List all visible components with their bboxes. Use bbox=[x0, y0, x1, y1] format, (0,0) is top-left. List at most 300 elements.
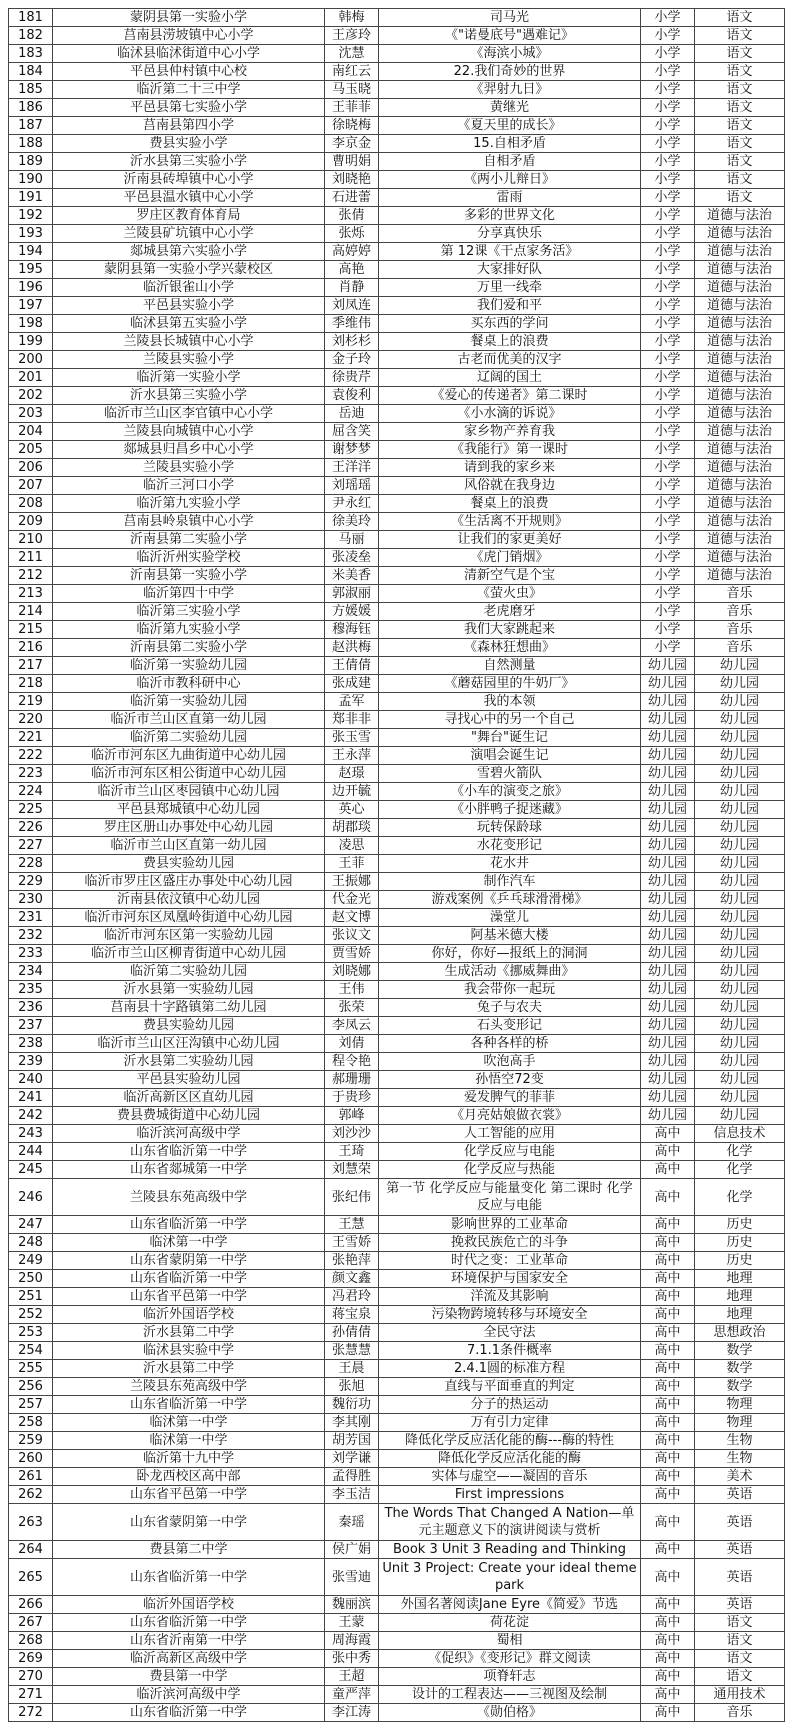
school-level-cell: 高中 bbox=[641, 1306, 695, 1324]
school-cell: 兰陵县实验小学 bbox=[53, 459, 325, 477]
school-level-cell: 幼儿园 bbox=[641, 999, 695, 1017]
teacher-name-cell: 张成建 bbox=[325, 675, 379, 693]
subject-cell: 英语 bbox=[695, 1596, 785, 1614]
row-number-cell: 231 bbox=[9, 909, 53, 927]
subject-cell: 道德与法治 bbox=[695, 513, 785, 531]
row-number-cell: 262 bbox=[9, 1486, 53, 1504]
school-level-cell: 小学 bbox=[641, 171, 695, 189]
school-cell: 费县实验小学 bbox=[53, 135, 325, 153]
teacher-name-cell: 马丽 bbox=[325, 531, 379, 549]
school-cell: 费县实验幼儿园 bbox=[53, 855, 325, 873]
school-cell: 沂南县第二实验小学 bbox=[53, 531, 325, 549]
teacher-name-cell: 刘慧荣 bbox=[325, 1161, 379, 1179]
table-body bbox=[9, 9, 785, 1722]
row-number-cell: 238 bbox=[9, 1035, 53, 1053]
lesson-topic-cell: 多彩的世界文化 bbox=[379, 207, 641, 225]
school-cell: 临沭第一中学 bbox=[53, 1432, 325, 1450]
teacher-name-cell: 李京金 bbox=[325, 135, 379, 153]
lesson-topic-cell: 《羿射九日》 bbox=[379, 81, 641, 99]
table-row bbox=[9, 81, 785, 99]
teacher-name-cell: 胡郡琰 bbox=[325, 819, 379, 837]
school-level-cell: 幼儿园 bbox=[641, 1089, 695, 1107]
table-row bbox=[9, 1378, 785, 1396]
table-row bbox=[9, 801, 785, 819]
subject-cell: 道德与法治 bbox=[695, 495, 785, 513]
lesson-topic-cell: 制作汽车 bbox=[379, 873, 641, 891]
school-cell: 临沂第二实验幼儿园 bbox=[53, 963, 325, 981]
lesson-topic-cell: 洋流及其影响 bbox=[379, 1288, 641, 1306]
lesson-topic-cell: 人工智能的应用 bbox=[379, 1125, 641, 1143]
row-number-cell: 184 bbox=[9, 63, 53, 81]
school-cell: 沂水县第二中学 bbox=[53, 1324, 325, 1342]
row-number-cell: 197 bbox=[9, 297, 53, 315]
subject-cell: 语文 bbox=[695, 45, 785, 63]
teacher-name-cell: 郑非非 bbox=[325, 711, 379, 729]
teacher-name-cell: 赵文博 bbox=[325, 909, 379, 927]
teacher-name-cell: 李凤云 bbox=[325, 1017, 379, 1035]
lesson-topic-cell: First impressions bbox=[379, 1486, 641, 1504]
school-level-cell: 小学 bbox=[641, 81, 695, 99]
table-row bbox=[9, 1161, 785, 1179]
school-level-cell: 小学 bbox=[641, 225, 695, 243]
lesson-topic-cell: 第 12课《干点家务活》 bbox=[379, 243, 641, 261]
subject-cell: 历史 bbox=[695, 1234, 785, 1252]
subject-cell: 生物 bbox=[695, 1432, 785, 1450]
school-level-cell: 高中 bbox=[641, 1252, 695, 1270]
school-cell: 临沂市兰山区柳青街道中心幼儿园 bbox=[53, 945, 325, 963]
table-row bbox=[9, 441, 785, 459]
teacher-name-cell: 刘学谦 bbox=[325, 1450, 379, 1468]
teacher-name-cell: 张议文 bbox=[325, 927, 379, 945]
lesson-topic-cell: 餐桌上的浪费 bbox=[379, 333, 641, 351]
row-number-cell: 227 bbox=[9, 837, 53, 855]
school-cell: 山东省沂南第一中学 bbox=[53, 1632, 325, 1650]
subject-cell: 语文 bbox=[695, 135, 785, 153]
row-number-cell: 215 bbox=[9, 621, 53, 639]
row-number-cell: 257 bbox=[9, 1396, 53, 1414]
subject-cell: 幼儿园 bbox=[695, 765, 785, 783]
school-cell: 罗庄区教育体育局 bbox=[53, 207, 325, 225]
row-number-cell: 206 bbox=[9, 459, 53, 477]
school-cell: 沂南县砖埠镇中心小学 bbox=[53, 171, 325, 189]
school-cell: 临沂市河东区第一实验幼儿园 bbox=[53, 927, 325, 945]
teacher-name-cell: 王菲 bbox=[325, 855, 379, 873]
school-level-cell: 幼儿园 bbox=[641, 1053, 695, 1071]
row-number-cell: 267 bbox=[9, 1614, 53, 1632]
school-cell: 山东省临沂第一中学 bbox=[53, 1270, 325, 1288]
row-number-cell: 191 bbox=[9, 189, 53, 207]
subject-cell: 幼儿园 bbox=[695, 909, 785, 927]
school-level-cell: 高中 bbox=[641, 1396, 695, 1414]
lesson-topic-cell: "舞台"诞生记 bbox=[379, 729, 641, 747]
teacher-name-cell: 周海霞 bbox=[325, 1632, 379, 1650]
lesson-topic-cell: 我们爱和平 bbox=[379, 297, 641, 315]
school-level-cell: 高中 bbox=[641, 1270, 695, 1288]
lesson-topic-cell: 孙悟空72变 bbox=[379, 1071, 641, 1089]
school-level-cell: 高中 bbox=[641, 1125, 695, 1143]
subject-cell: 物理 bbox=[695, 1414, 785, 1432]
table-row bbox=[9, 1650, 785, 1668]
school-cell: 费县费城街道中心幼儿园 bbox=[53, 1107, 325, 1125]
school-cell: 临沂第一实验幼儿园 bbox=[53, 657, 325, 675]
row-number-cell: 219 bbox=[9, 693, 53, 711]
table-row bbox=[9, 873, 785, 891]
school-cell: 郯城县第六实验小学 bbox=[53, 243, 325, 261]
subject-cell: 幼儿园 bbox=[695, 891, 785, 909]
subject-cell: 幼儿园 bbox=[695, 783, 785, 801]
school-level-cell: 高中 bbox=[641, 1686, 695, 1704]
school-level-cell: 幼儿园 bbox=[641, 1035, 695, 1053]
lesson-topic-cell: 降低化学反应活化能的酶---酶的特性 bbox=[379, 1432, 641, 1450]
school-cell: 山东省蒙阴第一中学 bbox=[53, 1504, 325, 1541]
teacher-name-cell: 颜文鑫 bbox=[325, 1270, 379, 1288]
table-row bbox=[9, 1450, 785, 1468]
school-level-cell: 小学 bbox=[641, 63, 695, 81]
lesson-topic-cell: 直线与平面垂直的判定 bbox=[379, 1378, 641, 1396]
school-cell: 临沭第一中学 bbox=[53, 1414, 325, 1432]
school-cell: 临沂市兰山区直第一幼儿园 bbox=[53, 711, 325, 729]
school-level-cell: 小学 bbox=[641, 99, 695, 117]
subject-cell: 幼儿园 bbox=[695, 999, 785, 1017]
table-row bbox=[9, 1053, 785, 1071]
school-level-cell: 高中 bbox=[641, 1432, 695, 1450]
lesson-topic-cell: 《小水滴的诉说》 bbox=[379, 405, 641, 423]
school-level-cell: 小学 bbox=[641, 27, 695, 45]
teacher-name-cell: 赵璟 bbox=[325, 765, 379, 783]
table-row bbox=[9, 1017, 785, 1035]
table-row bbox=[9, 495, 785, 513]
subject-cell: 道德与法治 bbox=[695, 441, 785, 459]
school-level-cell: 小学 bbox=[641, 243, 695, 261]
teacher-name-cell: 徐晓梅 bbox=[325, 117, 379, 135]
table-row bbox=[9, 1632, 785, 1650]
school-level-cell: 小学 bbox=[641, 333, 695, 351]
subject-cell: 化学 bbox=[695, 1179, 785, 1216]
table-row bbox=[9, 711, 785, 729]
school-cell: 平邑县第七实验小学 bbox=[53, 99, 325, 117]
lesson-topic-cell: 家乡物产养育我 bbox=[379, 423, 641, 441]
school-cell: 平邑县实验小学 bbox=[53, 297, 325, 315]
school-cell: 蒙阴县第一实验小学兴蒙校区 bbox=[53, 261, 325, 279]
row-number-cell: 211 bbox=[9, 549, 53, 567]
school-cell: 临沂市罗庄区盛庄办事处中心幼儿园 bbox=[53, 873, 325, 891]
lesson-topic-cell: 全民守法 bbox=[379, 1324, 641, 1342]
teacher-name-cell: 张艳萍 bbox=[325, 1252, 379, 1270]
teacher-name-cell: 刘晓艳 bbox=[325, 171, 379, 189]
table-row bbox=[9, 63, 785, 81]
school-level-cell: 幼儿园 bbox=[641, 873, 695, 891]
lesson-topic-cell: 我会带你一起玩 bbox=[379, 981, 641, 999]
row-number-cell: 258 bbox=[9, 1414, 53, 1432]
lesson-topic-cell: 《夏天里的成长》 bbox=[379, 117, 641, 135]
table-row bbox=[9, 729, 785, 747]
row-number-cell: 254 bbox=[9, 1342, 53, 1360]
row-number-cell: 242 bbox=[9, 1107, 53, 1125]
subject-cell: 化学 bbox=[695, 1143, 785, 1161]
table-row bbox=[9, 243, 785, 261]
school-cell: 费县实验幼儿园 bbox=[53, 1017, 325, 1035]
school-level-cell: 小学 bbox=[641, 387, 695, 405]
teacher-name-cell: 孙倩倩 bbox=[325, 1324, 379, 1342]
teacher-name-cell: 郝珊珊 bbox=[325, 1071, 379, 1089]
row-number-cell: 225 bbox=[9, 801, 53, 819]
table-row bbox=[9, 45, 785, 63]
teacher-name-cell: 张雪迪 bbox=[325, 1559, 379, 1596]
school-level-cell: 小学 bbox=[641, 531, 695, 549]
table-row bbox=[9, 1179, 785, 1216]
school-level-cell: 小学 bbox=[641, 459, 695, 477]
table-row bbox=[9, 1306, 785, 1324]
teacher-name-cell: 张荣 bbox=[325, 999, 379, 1017]
table-row bbox=[9, 99, 785, 117]
school-level-cell: 高中 bbox=[641, 1216, 695, 1234]
school-cell: 山东省临沂第一中学 bbox=[53, 1614, 325, 1632]
subject-cell: 幼儿园 bbox=[695, 1017, 785, 1035]
table-row bbox=[9, 333, 785, 351]
school-cell: 山东省平邑第一中学 bbox=[53, 1288, 325, 1306]
row-number-cell: 255 bbox=[9, 1360, 53, 1378]
school-cell: 临沭第一中学 bbox=[53, 1234, 325, 1252]
table-row bbox=[9, 1342, 785, 1360]
lesson-topic-cell: 吹泡高手 bbox=[379, 1053, 641, 1071]
lesson-topic-cell: 《小车的演变之旅》 bbox=[379, 783, 641, 801]
teacher-name-cell: 刘晓娜 bbox=[325, 963, 379, 981]
lesson-topic-cell: 古老而优美的汉字 bbox=[379, 351, 641, 369]
lesson-topic-cell: Book 3 Unit 3 Reading and Thinking bbox=[379, 1541, 641, 1559]
school-level-cell: 高中 bbox=[641, 1650, 695, 1668]
school-level-cell: 幼儿园 bbox=[641, 729, 695, 747]
row-number-cell: 244 bbox=[9, 1143, 53, 1161]
row-number-cell: 270 bbox=[9, 1668, 53, 1686]
lesson-topic-cell: 分子的热运动 bbox=[379, 1396, 641, 1414]
row-number-cell: 188 bbox=[9, 135, 53, 153]
school-cell: 山东省蒙阴第一中学 bbox=[53, 1252, 325, 1270]
row-number-cell: 251 bbox=[9, 1288, 53, 1306]
teacher-name-cell: 刘沙沙 bbox=[325, 1125, 379, 1143]
school-level-cell: 小学 bbox=[641, 549, 695, 567]
subject-cell: 幼儿园 bbox=[695, 855, 785, 873]
lesson-topic-cell: 风俗就在我身边 bbox=[379, 477, 641, 495]
teacher-name-cell: 王晨 bbox=[325, 1360, 379, 1378]
school-cell: 山东省临沂第一中学 bbox=[53, 1396, 325, 1414]
row-number-cell: 221 bbox=[9, 729, 53, 747]
row-number-cell: 268 bbox=[9, 1632, 53, 1650]
school-level-cell: 高中 bbox=[641, 1288, 695, 1306]
school-level-cell: 高中 bbox=[641, 1541, 695, 1559]
lesson-topic-cell: 时代之变：工业革命 bbox=[379, 1252, 641, 1270]
row-number-cell: 217 bbox=[9, 657, 53, 675]
table-row bbox=[9, 621, 785, 639]
lesson-topic-cell: 分享真快乐 bbox=[379, 225, 641, 243]
lesson-topic-cell: 各种各样的桥 bbox=[379, 1035, 641, 1053]
subject-cell: 道德与法治 bbox=[695, 351, 785, 369]
school-level-cell: 小学 bbox=[641, 495, 695, 513]
teacher-name-cell: 英心 bbox=[325, 801, 379, 819]
school-level-cell: 幼儿园 bbox=[641, 1017, 695, 1035]
lesson-topic-cell: 《爱心的传递者》第二课时 bbox=[379, 387, 641, 405]
subject-cell: 语文 bbox=[695, 189, 785, 207]
school-level-cell: 高中 bbox=[641, 1632, 695, 1650]
school-cell: 临沂第九实验小学 bbox=[53, 495, 325, 513]
row-number-cell: 259 bbox=[9, 1432, 53, 1450]
row-number-cell: 229 bbox=[9, 873, 53, 891]
school-cell: 山东省临沂第一中学 bbox=[53, 1704, 325, 1722]
row-number-cell: 228 bbox=[9, 855, 53, 873]
school-cell: 兰陵县向城镇中心小学 bbox=[53, 423, 325, 441]
school-cell: 沂南县第二实验小学 bbox=[53, 639, 325, 657]
school-level-cell: 小学 bbox=[641, 369, 695, 387]
row-number-cell: 235 bbox=[9, 981, 53, 999]
lesson-topic-cell: 7.1.1条件概率 bbox=[379, 1342, 641, 1360]
table-row bbox=[9, 1704, 785, 1722]
school-cell: 沂水县第二中学 bbox=[53, 1360, 325, 1378]
teacher-name-cell: 侯广娟 bbox=[325, 1541, 379, 1559]
teacher-name-cell: 尹永红 bbox=[325, 495, 379, 513]
school-level-cell: 小学 bbox=[641, 477, 695, 495]
teacher-name-cell: 李玉洁 bbox=[325, 1486, 379, 1504]
lesson-topic-cell: 蜀相 bbox=[379, 1632, 641, 1650]
row-number-cell: 246 bbox=[9, 1179, 53, 1216]
teacher-name-cell: 贾雪娇 bbox=[325, 945, 379, 963]
table-row bbox=[9, 531, 785, 549]
lesson-topic-cell: 项脊轩志 bbox=[379, 1668, 641, 1686]
lesson-topic-cell: 环境保护与国家安全 bbox=[379, 1270, 641, 1288]
subject-cell: 英语 bbox=[695, 1559, 785, 1596]
row-number-cell: 196 bbox=[9, 279, 53, 297]
school-level-cell: 幼儿园 bbox=[641, 783, 695, 801]
subject-cell: 地理 bbox=[695, 1288, 785, 1306]
school-cell: 临沂第一实验小学 bbox=[53, 369, 325, 387]
teacher-name-cell: 王永萍 bbox=[325, 747, 379, 765]
table-row bbox=[9, 297, 785, 315]
teacher-name-cell: 金子玲 bbox=[325, 351, 379, 369]
table-row bbox=[9, 1035, 785, 1053]
table-row bbox=[9, 891, 785, 909]
lesson-topic-cell: 15.自相矛盾 bbox=[379, 135, 641, 153]
school-level-cell: 幼儿园 bbox=[641, 963, 695, 981]
row-number-cell: 271 bbox=[9, 1686, 53, 1704]
subject-cell: 道德与法治 bbox=[695, 567, 785, 585]
row-number-cell: 216 bbox=[9, 639, 53, 657]
teacher-name-cell: 高艳 bbox=[325, 261, 379, 279]
teacher-name-cell: 张中秀 bbox=[325, 1650, 379, 1668]
school-cell: 莒南县涝坡镇中心小学 bbox=[53, 27, 325, 45]
table-row bbox=[9, 261, 785, 279]
table-row bbox=[9, 693, 785, 711]
row-number-cell: 264 bbox=[9, 1541, 53, 1559]
lesson-topic-cell: 《森林狂想曲》 bbox=[379, 639, 641, 657]
subject-cell: 幼儿园 bbox=[695, 873, 785, 891]
subject-cell: 音乐 bbox=[695, 1704, 785, 1722]
school-level-cell: 高中 bbox=[641, 1486, 695, 1504]
subject-cell: 道德与法治 bbox=[695, 369, 785, 387]
table-row bbox=[9, 567, 785, 585]
teacher-name-cell: 岳迪 bbox=[325, 405, 379, 423]
lesson-topic-cell: 阿基米德大楼 bbox=[379, 927, 641, 945]
school-cell: 临沂市兰山区李官镇中心小学 bbox=[53, 405, 325, 423]
teacher-name-cell: 米美香 bbox=[325, 567, 379, 585]
table-row bbox=[9, 1107, 785, 1125]
table-row bbox=[9, 657, 785, 675]
school-level-cell: 小学 bbox=[641, 135, 695, 153]
lesson-topic-cell: 《促织》《变形记》群文阅读 bbox=[379, 1650, 641, 1668]
school-level-cell: 幼儿园 bbox=[641, 855, 695, 873]
school-cell: 莒南县岭泉镇中心小学 bbox=[53, 513, 325, 531]
subject-cell: 幼儿园 bbox=[695, 927, 785, 945]
row-number-cell: 272 bbox=[9, 1704, 53, 1722]
teacher-name-cell: 郭峰 bbox=[325, 1107, 379, 1125]
row-number-cell: 195 bbox=[9, 261, 53, 279]
school-level-cell: 小学 bbox=[641, 117, 695, 135]
school-level-cell: 小学 bbox=[641, 279, 695, 297]
row-number-cell: 223 bbox=[9, 765, 53, 783]
table-row bbox=[9, 765, 785, 783]
lesson-topic-cell: 《小胖鸭子捉迷藏》 bbox=[379, 801, 641, 819]
teacher-name-cell: 赵洪梅 bbox=[325, 639, 379, 657]
lesson-topic-cell: 第一节 化学反应与能量变化 第二课时 化学反应与电能 bbox=[379, 1179, 641, 1216]
row-number-cell: 193 bbox=[9, 225, 53, 243]
subject-cell: 幼儿园 bbox=[695, 837, 785, 855]
table-row bbox=[9, 387, 785, 405]
row-number-cell: 199 bbox=[9, 333, 53, 351]
lesson-topic-cell: 实体与虚空——凝固的音乐 bbox=[379, 1468, 641, 1486]
school-level-cell: 高中 bbox=[641, 1414, 695, 1432]
table-row bbox=[9, 1216, 785, 1234]
row-number-cell: 183 bbox=[9, 45, 53, 63]
table-row bbox=[9, 837, 785, 855]
row-number-cell: 232 bbox=[9, 927, 53, 945]
school-cell: 临沂沂州实验学校 bbox=[53, 549, 325, 567]
table-row bbox=[9, 675, 785, 693]
lesson-topic-cell: 《两小儿辩日》 bbox=[379, 171, 641, 189]
row-number-cell: 207 bbox=[9, 477, 53, 495]
teacher-name-cell: 刘凤连 bbox=[325, 297, 379, 315]
table-row bbox=[9, 927, 785, 945]
school-cell: 沂水县第一实验幼儿园 bbox=[53, 981, 325, 999]
row-number-cell: 233 bbox=[9, 945, 53, 963]
lesson-topic-cell: 《萤火虫》 bbox=[379, 585, 641, 603]
teacher-name-cell: 方媛媛 bbox=[325, 603, 379, 621]
row-number-cell: 248 bbox=[9, 1234, 53, 1252]
lesson-topic-cell: The Words That Changed A Nation—单元主题意义下的演讲阅读与赏析 bbox=[379, 1504, 641, 1541]
school-cell: 临沭县实验中学 bbox=[53, 1342, 325, 1360]
subject-cell: 音乐 bbox=[695, 621, 785, 639]
subject-cell: 音乐 bbox=[695, 639, 785, 657]
row-number-cell: 218 bbox=[9, 675, 53, 693]
table-row bbox=[9, 207, 785, 225]
teacher-name-cell: 刘瑶瑶 bbox=[325, 477, 379, 495]
lesson-topic-cell: 老虎磨牙 bbox=[379, 603, 641, 621]
school-cell: 临沂滨河高级中学 bbox=[53, 1686, 325, 1704]
school-level-cell: 小学 bbox=[641, 621, 695, 639]
school-level-cell: 小学 bbox=[641, 297, 695, 315]
school-level-cell: 幼儿园 bbox=[641, 747, 695, 765]
table-row bbox=[9, 1541, 785, 1559]
table-row bbox=[9, 963, 785, 981]
row-number-cell: 220 bbox=[9, 711, 53, 729]
teacher-name-cell: 刘杉杉 bbox=[325, 333, 379, 351]
teacher-name-cell: 李其刚 bbox=[325, 1414, 379, 1432]
school-level-cell: 幼儿园 bbox=[641, 819, 695, 837]
lesson-topic-cell: Unit 3 Project: Create your ideal theme park bbox=[379, 1559, 641, 1596]
teacher-name-cell: 孟军 bbox=[325, 693, 379, 711]
school-cell: 费县第一中学 bbox=[53, 1668, 325, 1686]
table-row bbox=[9, 999, 785, 1017]
subject-cell: 语文 bbox=[695, 1668, 785, 1686]
lesson-topic-cell: 化学反应与电能 bbox=[379, 1143, 641, 1161]
table-row bbox=[9, 1686, 785, 1704]
subject-cell: 生物 bbox=[695, 1450, 785, 1468]
